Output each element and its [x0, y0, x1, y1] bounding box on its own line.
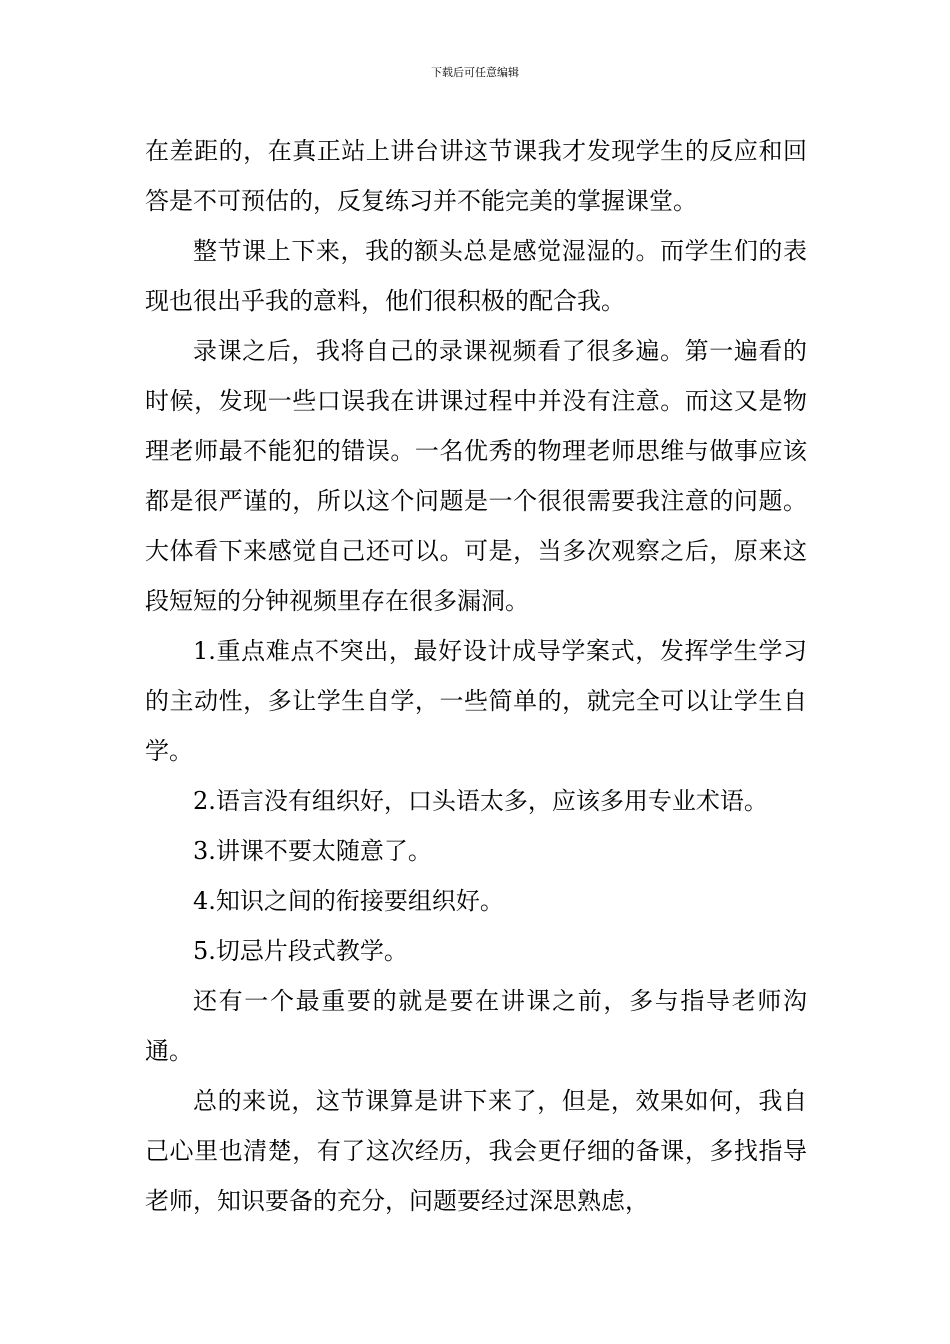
paragraph-2: 整节课上下来，我的额头总是感觉湿湿的。而学生们的表现也很出乎我的意料，他们很积极的配合我。 [145, 237, 807, 315]
document-body [145, 126, 807, 1226]
paragraph-3: 录课之后，我将自己的录课视频看了很多遍。第一遍看的时候，发现一些口误我在讲课过程中并没有注意。而这又是物理老师最不能犯的错误。一名优秀的物理老师思维与做事应该都是很严谨的，所以这个问题是一个很很需要我注意的问题。大体看下来感觉自己还可以。可是，当多次观察之后，原来这段短短的分钟视频里存在很多漏洞。 [145, 337, 807, 615]
list-item-2: 2.语言没有组织好，口头语太多，应该多用专业术语。 [193, 787, 768, 815]
page-header: 下载后可任意编辑 [431, 66, 519, 79]
list-item-3: 3.讲课不要太随意了。 [193, 837, 432, 865]
paragraph-1: 在差距的，在真正站上讲台讲这节课我才发现学生的反应和回答是不可预估的，反复练习并不能完美的掌握课堂。 [145, 137, 807, 215]
list-item-1: 1.重点难点不突出，最好设计成导学案式，发挥学生学习的主动性，多让学生自学，一些简单的，就完全可以让学生自学。 [145, 637, 807, 765]
list-item-4: 4.知识之间的衔接要组织好。 [193, 887, 504, 915]
paragraph-5: 总的来说，这节课算是讲下来了，但是，效果如何，我自己心里也清楚，有了这次经历，我会更仔细的备课，多找指导老师，知识要备的充分，问题要经过深思熟虑， [145, 1087, 807, 1215]
paragraph-4: 还有一个最重要的就是要在讲课之前，多与指导老师沟通。 [145, 987, 807, 1065]
list-item-5: 5.切忌片段式教学。 [193, 937, 408, 965]
